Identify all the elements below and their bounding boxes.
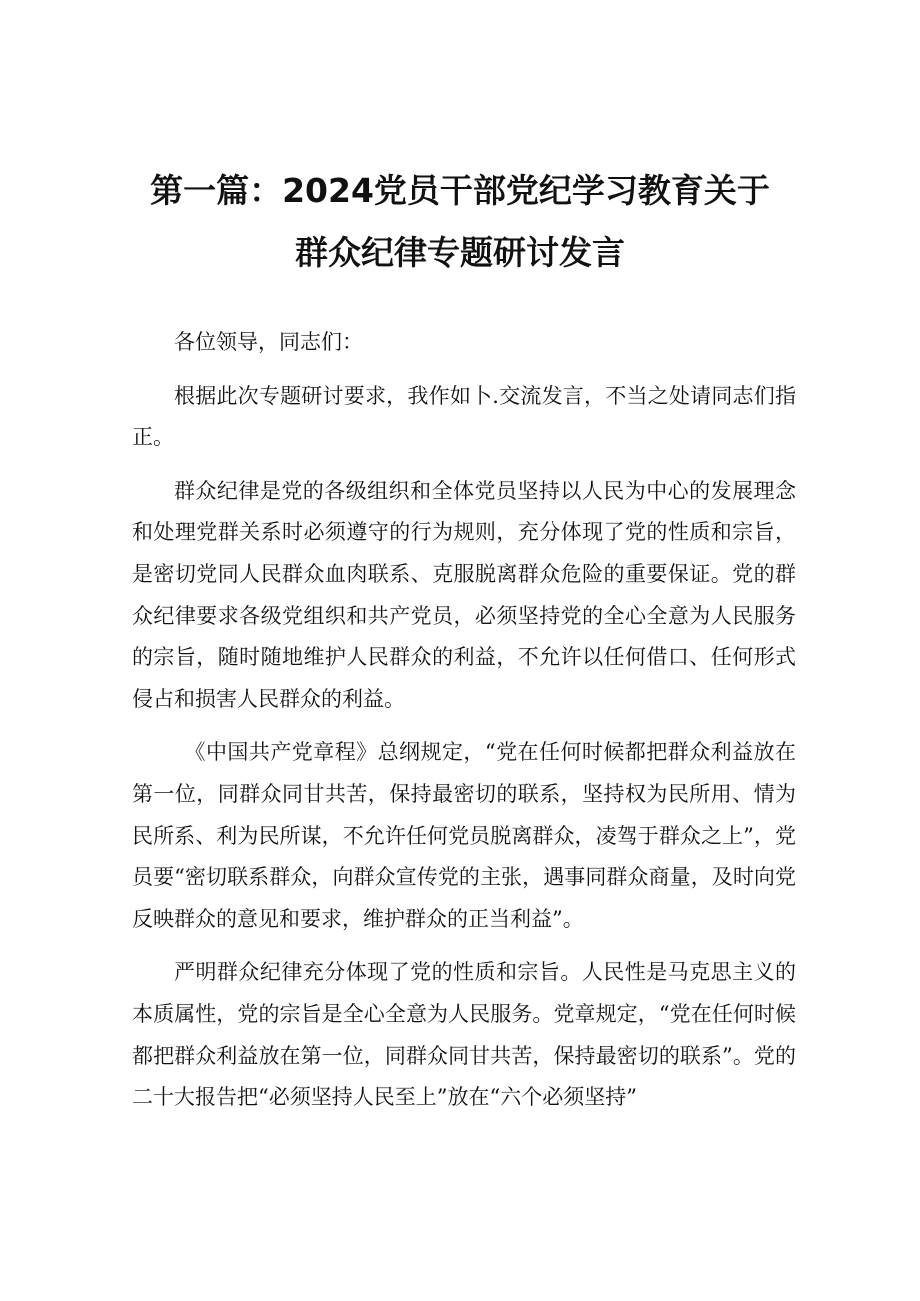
body-paragraph-4: 严明群众纪律充分体现了党的性质和宗旨。人民性是马克思主义的本质属性，党的宗旨是全心全意为人民服务。党章规定，“党在任何时候都把群众利益放在第一位，同群众同甘共苦，保持最密切的联系”。党的二十大报告把“必须坚持人民至上”放在“六个必须坚持” — [132, 960, 796, 1110]
document-title — [0, 160, 920, 284]
document-body — [132, 322, 796, 1131]
body-paragraph-2: 群众纪律是党的各级组织和全体党员坚持以人民为中心的发展理念和处理党群关系时必须遵守的行为规则，充分体现了党的性质和宗旨，是密切党同人民群众血肉联系、克服脱离群众危险的重要保证。党的群众纪律要求各级党组织和共产党员，必须坚持党的全心全意为人民服务的宗旨，随时随地维护人民群众的利益，不允许以任何借口、任何形式侵占和损害人民群众的利益。 — [132, 478, 796, 711]
title-line-1: 第一篇：2024党员干部党纪学习教育关于 — [150, 171, 770, 210]
body-paragraph-1: 根据此次专题研讨要求，我作如卜.交流发言，不当之处请同志们指正。 — [132, 383, 796, 450]
title-line-2: 群众纪律专题研讨发言 — [295, 233, 625, 272]
greeting-paragraph: 各位领导，同志们： — [174, 330, 363, 354]
body-paragraph-3: 《中国共产党章程》总纲规定，“党在任何时候都把群众利益放在第一位，同群众同甘共苦，保持最密切的联系，坚持权为民所用、情为民所系、利为民所谋，不允许任何党员脱离群众，凌驾于群众之上”，党员要“密切联系群众，向群众宣传党的主张，遇事同群众商量，及时向党反映群众的意见和要求，维护群众的正当利益”。 — [132, 740, 796, 931]
